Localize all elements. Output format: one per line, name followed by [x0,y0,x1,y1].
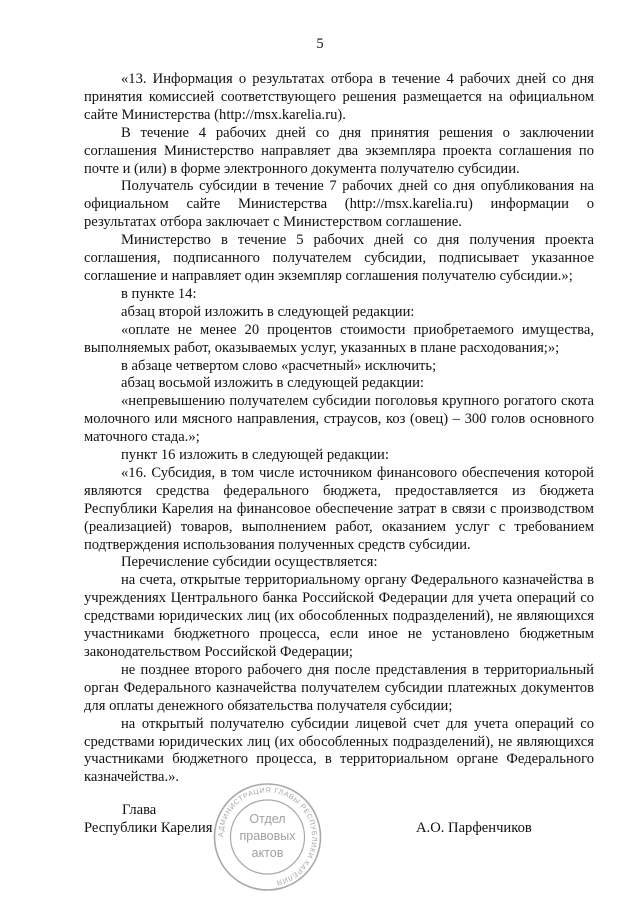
page-number: 5 [316,36,324,52]
stamp-line: актов [251,846,284,860]
paragraph: «непревышению получателем субсидии поголовья крупного рогатого скота молочного или мясного направления, страусов, коз (овец) – 300 голов основного маточного стада.»; [84,393,594,446]
paragraph: на счета, открытые территориальному органу Федерального казначейства в учреждениях Центрального банка Российской Федерации для учета операций со средствами юридических лиц (их обособленных подразделений), не являющихся участниками бюджетного процесса, если иное не установлено бюджетным законодательством Российской Федерации; [84,572,594,660]
paragraph: «13. Информация о результатах отбора в течение 4 рабочих дней со дня принятия комиссией соответствующего решения размещается на официальном сайте Министерства (http://msx.karelia.ru). [84,71,594,123]
paragraph: Получатель субсидии в течение 7 рабочих дней со дня опубликования на официальном сайте Министерства (http://msx.karelia.ru) информации о результатах отбора заключает с Министерством соглашение. [84,178,594,231]
signatory-name: А.О. Парфенчиков [416,820,532,836]
stamp-line: Отдел [249,812,286,826]
paragraph: пункт 16 изложить в следующей редакции: [121,447,389,464]
paragraph: Министерство в течение 5 рабочих дней со дня получения проекта соглашения, подписанного получателем субсидии, подписывает указанное соглашение и направляет один экземпляр соглашения получателю субсидии.»; [84,232,594,284]
paragraph: «16. Субсидия, в том числе источником финансового обеспечения которой являются средства федерального бюджета, предоставляется из бюджета Республики Карелия на финансовое обеспечение затрат в связи с производством (реализацией) товаров, выполнением работ, оказанием услуг с требованием подтверждения использования полученных средств субсидии. [84,464,594,553]
paragraph: не позднее второго рабочего дня после представления в территориальный орган Федерального казначейства получателем субсидии платежных документов для оплаты денежного обязательства получателя субсидии; [84,661,594,714]
stamp-ring-text: АДМИНИСТРАЦИЯ ГЛАВЫ РЕСПУБЛИКИ КАРЕЛИЯ [215,785,320,888]
signatory-region: Республики Карелия [84,820,213,836]
paragraph: абзац восьмой изложить в следующей редакции: [121,375,424,392]
signatory-title: Глава [122,802,157,818]
paragraph: В течение 4 рабочих дней со дня принятия решения о заключении соглашения Министерство направляет два экземпляра проекта соглашения по почте и (или) в форме электронного документа получателю субсидии. [84,124,594,177]
paragraph: на открытый получателю субсидии лицевой счет для учета операций со средствами юридических лиц (их обособленных подразделений), не являющихся участниками бюджетного процесса, в территориальном органе Федерального казначейства.». [84,715,594,786]
document-body [84,71,594,787]
paragraph: в абзаце четвертом слово «расчетный» исключить; [121,357,437,374]
paragraph: Перечисление субсидии осуществляется: [121,554,378,571]
legal-department-stamp [205,782,330,892]
paragraph: «оплате не менее 20 процентов стоимости приобретаемого имущества, выполняемых работ, оказываемых услуг, указанных в плане расходования;»; [84,321,594,356]
stamp-line: правовых [239,829,296,843]
paragraph: абзац второй изложить в следующей редакции: [121,303,415,320]
paragraph: в пункте 14: [121,285,197,302]
